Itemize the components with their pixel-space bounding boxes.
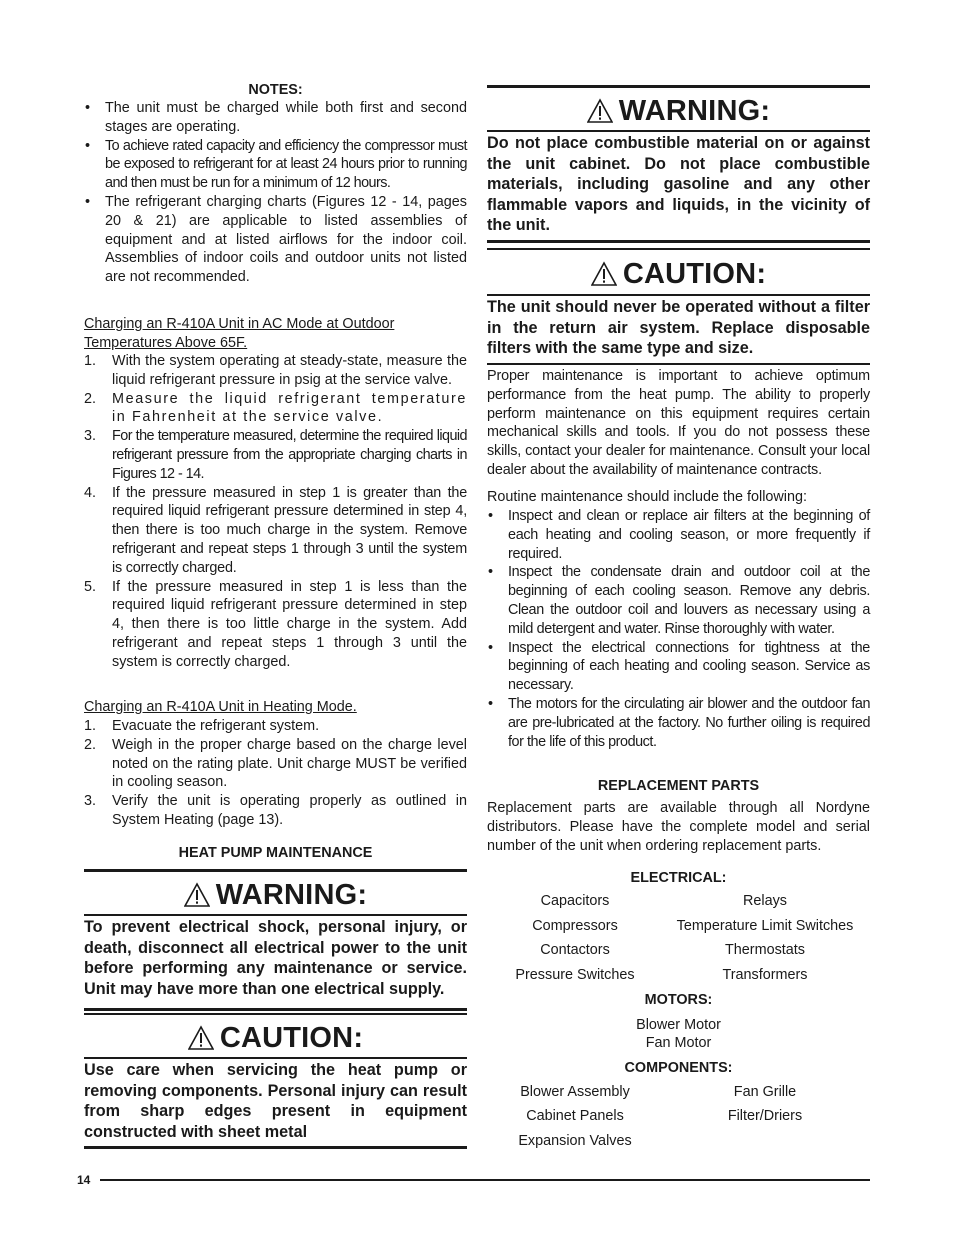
heat-pump-maintenance-title: HEAT PUMP MAINTENANCE (178, 845, 373, 861)
divider (84, 914, 467, 916)
list-item: • Inspect the condensate drain and outdoor coil at the beginning of each cooling season. Remove any debris. Clean the outdoor coil and louvers as necessary using a mild detergent and water. Rinse thoroughly with water. (488, 564, 870, 637)
warning-text: Do not place combustible material on or against the unit cabinet. Do not place combustible materials, including gasoline and any other flammable vapors and liquids, in the vicinity of the unit. (487, 134, 870, 235)
motors-title: MOTORS: (644, 992, 713, 1008)
list-item: Thermostats (725, 942, 805, 958)
caution-heading: CAUTION: (84, 1019, 467, 1057)
list-item: Compressors (532, 918, 618, 934)
footer-rule (100, 1179, 870, 1181)
divider (84, 1008, 467, 1011)
divider (487, 363, 870, 365)
list-item: 2. Measure the liquid refrigerant temperature in Fahrenheit at the service valve. (84, 390, 467, 426)
list-item: Fan Grille (733, 1084, 797, 1100)
list-item: • The refrigerant charging charts (Figures 12 - 14, pages 20 & 21) are applicable to listed assemblies of equipment and at listed airflows for the indoor coil. Assemblies of indoor coils and outdoor units not listed are not recommended. (85, 193, 467, 286)
list-item: 4. If the pressure measured in step 1 is greater than the required liquid refrigerant pressure determined in step 4, then there is too much charge in the system. Remove refrigerant and repeat steps 1 through 3 until the system is correctly charged. (84, 484, 467, 576)
divider (84, 1013, 467, 1015)
replacement-parts-title: REPLACEMENT PARTS (597, 778, 760, 794)
caution-heading: CAUTION: (487, 255, 870, 293)
list-item: Filter/Driers (727, 1108, 803, 1124)
warning-triangle-icon (587, 98, 613, 124)
caution-text: The unit should never be operated without a filter in the return air system. Replace disposable filters with the same type and size. (487, 298, 870, 358)
replacement-parts-text: Replacement parts are available through all Nordyne distributors. Please have the complete model and serial number of the unit when ordering replacement parts. (487, 800, 870, 854)
divider (84, 1057, 467, 1059)
list-item: • The unit must be charged while both first and second stages are operating. (85, 100, 467, 135)
divider (487, 130, 870, 132)
notes-list (84, 99, 467, 287)
list-item: 3. For the temperature measured, determine the required liquid refrigerant pressure from the appropriate charging charts in Figures 12 - 14. (84, 428, 467, 482)
list-item: 1. With the system operating at steady-state, measure the liquid refrigerant pressure in psig at the service valve. (84, 353, 467, 388)
list-item: • Inspect and clean or replace air filters at the beginning of each heating and cooling season, or more frequently if required. (488, 508, 870, 562)
routine-list (487, 507, 870, 751)
list-item: • To achieve rated capacity and efficiency the compressor must be exposed to refrigerant for at least 24 hours prior to running and then must be run for a minimum of 12 hours. (85, 137, 467, 192)
list-item: 2. Weigh in the proper charge based on the charge level noted on the rating plate. Unit charge MUST be verified in cooling season. (84, 736, 467, 791)
list-item: 1. Evacuate the refrigerant system. (84, 718, 320, 734)
warning-triangle-icon (591, 261, 617, 287)
maintenance-paragraph: Proper maintenance is important to achieve optimum performance from the heat pump. The ability to properly perform maintenance on this equipment requires certain mechanical skills and tools. If you do not possess these skills, contact your dealer for maintenance. Consult your local dealer about the availability of maintenance contracts. (487, 368, 870, 478)
list-item: • Inspect the electrical connections for tightness at the beginning of each heating and cooling season. Service as necessary. (488, 639, 870, 694)
electrical-parts (487, 893, 870, 993)
ac-steps-list (84, 352, 467, 672)
electrical-title: ELECTRICAL: (630, 870, 727, 886)
warning-triangle-icon (188, 1025, 214, 1051)
warning-text: To prevent electrical shock, personal injury, or death, disconnect all electrical power to the unit before performing any maintenance or service. Unit may have more than one electrical supply. (84, 918, 467, 998)
components-title: COMPONENTS: (624, 1060, 733, 1076)
list-item: Relays (743, 893, 787, 909)
motors-list (487, 1016, 870, 1052)
divider (487, 248, 870, 250)
list-item: Transformers (722, 967, 808, 983)
list-item: Capacitors (540, 893, 610, 909)
ac-mode-heading: Charging an R-410A Unit in AC Mode at Outdoor Temperatures Above 65F. (84, 316, 395, 351)
divider (487, 85, 870, 88)
list-item: • The motors for the circulating air blower and the outdoor fan are pre-lubricated at the factory. No further oiling is required for the life of this product. (488, 695, 870, 750)
list-item: Fan Motor (645, 1035, 712, 1051)
divider (487, 294, 870, 296)
list-item: Blower Motor (636, 1017, 721, 1033)
caution-text: Use care when servicing the heat pump or removing components. Personal injury can result from sharp edges present in equipment constructed with sheet metal (84, 1061, 467, 1141)
list-item: Blower Assembly (520, 1084, 630, 1100)
list-item: Temperature Limit Switches (676, 918, 854, 934)
list-item: 5. If the pressure measured in step 1 is less than the required liquid refrigerant pressure determined in step 4, then there is too little charge in the system. Add refrigerant and repeat steps 1 through 3 until the system is correctly charged. (84, 578, 467, 670)
list-item: Contactors (540, 942, 610, 958)
heat-steps-list (84, 717, 467, 830)
divider (84, 1146, 467, 1149)
divider (487, 240, 870, 243)
routine-intro: Routine maintenance should include the following: (487, 489, 808, 505)
list-item: Cabinet Panels (526, 1108, 624, 1124)
components-parts (487, 1084, 870, 1159)
warning-heading: WARNING: (84, 876, 467, 914)
list-item: 3. Verify the unit is operating properly as outlined in System Heating (page 13). (84, 793, 467, 828)
warning-heading: WARNING: (487, 92, 870, 130)
heating-mode-heading: Charging an R-410A Unit in Heating Mode. (84, 699, 357, 715)
warning-triangle-icon (184, 882, 210, 908)
notes-title: NOTES: (248, 82, 303, 98)
list-item: Expansion Valves (518, 1133, 632, 1149)
list-item: Pressure Switches (515, 967, 635, 983)
divider (84, 869, 467, 872)
page-number: 14 (77, 1173, 91, 1187)
